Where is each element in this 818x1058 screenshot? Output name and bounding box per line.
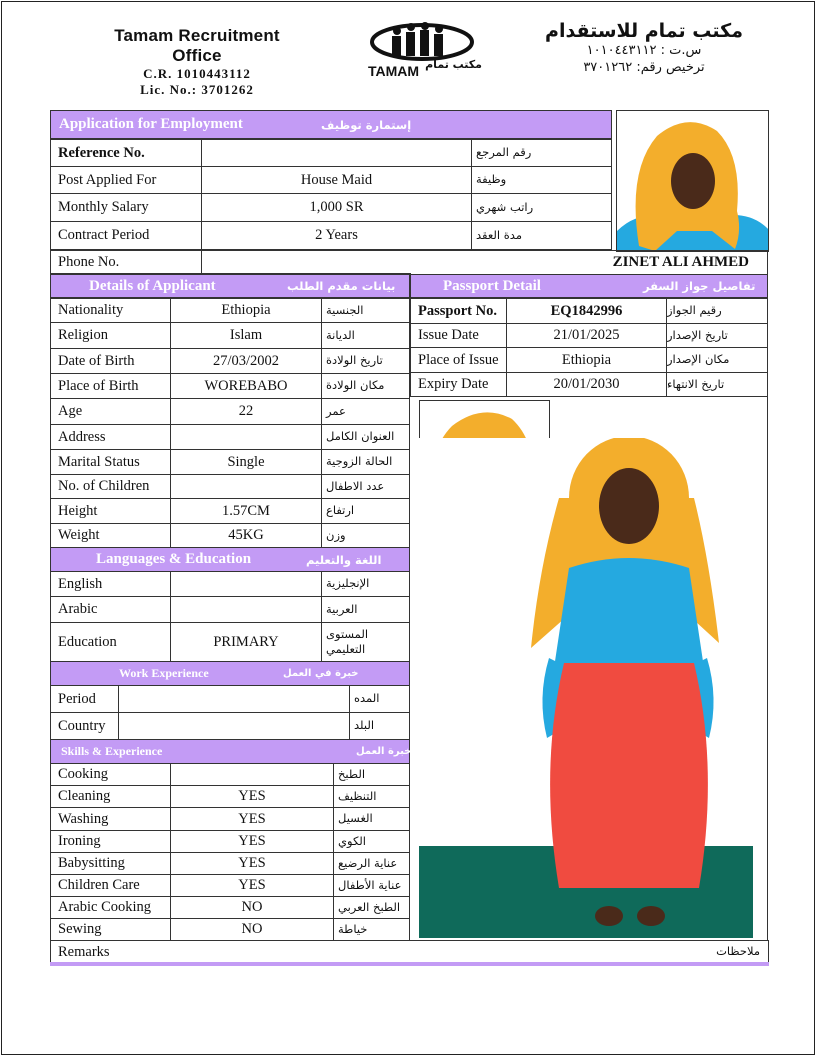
- full-body-illustration: [419, 438, 753, 938]
- skill-arabic-cooking-label: Arabic Cooking: [50, 896, 171, 919]
- height-label: Height: [50, 498, 171, 524]
- skills-title-en: Skills & Experience: [61, 744, 163, 758]
- applicant-name: ZINET ALI AHMED: [410, 250, 768, 274]
- english-value: [170, 571, 322, 597]
- license-number-ar: ترخيص رقم: ٣٧٠١٢٦٢: [583, 60, 705, 75]
- marital-label-ar: الحالة الزوجية: [321, 449, 410, 475]
- contract-label-ar: مدة العقد: [471, 221, 612, 250]
- country-value: [118, 712, 350, 740]
- skill-cleaning-label-ar: التنظيف: [333, 785, 410, 808]
- skill-babysitting-label-ar: عناية الرضيع: [333, 852, 410, 875]
- company-name-en: Tamam Recruitment Office: [114, 26, 280, 65]
- skill-washing-value: YES: [170, 807, 334, 831]
- address-label-ar: العنوان الكامل: [321, 424, 410, 450]
- marital-value: Single: [170, 449, 322, 475]
- weight-value: 45KG: [170, 523, 322, 548]
- remarks-label-ar: ملاحظات: [716, 944, 760, 958]
- applicant-portrait-photo: [616, 110, 769, 252]
- weight-label-ar: وزن: [321, 523, 410, 548]
- details-section-bar: [50, 274, 410, 298]
- issue-date-label: Issue Date: [410, 323, 507, 348]
- skill-babysitting-value: YES: [170, 852, 334, 875]
- applicant-full-body-photo: [419, 438, 753, 938]
- skill-cooking-value: [170, 763, 334, 786]
- cr-number-en: C.R. 1010443112: [143, 66, 251, 81]
- age-label-ar: عمر: [321, 398, 410, 425]
- expiry-date-label: Expiry Date: [410, 372, 507, 397]
- address-label: Address: [50, 424, 171, 450]
- skill-cleaning-value: YES: [170, 785, 334, 808]
- contract-value: 2 Years: [201, 221, 472, 250]
- languages-title-ar: اللغة والتعليم: [306, 552, 382, 567]
- contract-label: Contract Period: [50, 221, 202, 250]
- skill-sewing-value: NO: [170, 918, 334, 941]
- dob-label-ar: تاريخ الولادة: [321, 348, 410, 374]
- header-english: [92, 26, 302, 98]
- bottom-accent-bar: [50, 962, 769, 966]
- reference-label: Reference No.: [50, 139, 202, 167]
- post-label: Post Applied For: [50, 166, 202, 194]
- skill-washing-label: Washing: [50, 807, 171, 831]
- application-section-bar: [50, 110, 612, 139]
- dob-value: 27/03/2002: [170, 348, 322, 374]
- salary-label: Monthly Salary: [50, 193, 202, 222]
- religion-label: Religion: [50, 322, 171, 349]
- education-value: PRIMARY: [170, 622, 322, 662]
- arabic-label: Arabic: [50, 596, 171, 623]
- skill-ironing-label-ar: الكوي: [333, 830, 410, 853]
- skills-section-bar: [50, 739, 410, 764]
- phone-label: Phone No.: [50, 250, 202, 274]
- work-experience-title-ar: خبرة في العمل: [283, 668, 359, 679]
- tamam-logo: [360, 22, 484, 80]
- salary-value: 1,000 SR: [201, 193, 472, 222]
- english-label-ar: الإنجليزية: [321, 571, 410, 597]
- issue-date-label-ar: تاريخ الإصدار: [666, 323, 768, 348]
- age-label: Age: [50, 398, 171, 425]
- passport-section-bar: [410, 274, 768, 298]
- skill-ironing-value: YES: [170, 830, 334, 853]
- portrait-illustration: [617, 111, 769, 252]
- application-title-en: Application for Employment: [59, 116, 243, 132]
- children-value: [170, 474, 322, 499]
- logo-text-ar: مكتب تمام: [425, 58, 482, 71]
- passport-title-en: Passport Detail: [443, 277, 541, 294]
- license-number-en: Lic. No.: 3701262: [140, 82, 254, 97]
- skill-cleaning-label: Cleaning: [50, 785, 171, 808]
- application-title-ar: إستمارة توظيف: [321, 117, 412, 132]
- english-label: English: [50, 571, 171, 597]
- skill-washing-label-ar: الغسيل: [333, 807, 410, 831]
- reference-label-ar: رقم المرجع: [471, 139, 612, 167]
- skill-sewing-label-ar: خياطة: [333, 918, 410, 941]
- religion-label-ar: الديانة: [321, 322, 410, 349]
- skill-arabic-cooking-label-ar: الطبخ العربي: [333, 896, 410, 919]
- children-label: No. of Children: [50, 474, 171, 499]
- education-label: Education: [50, 622, 171, 662]
- cr-number-ar: س.ت : ١٠١٠٤٤٣١١٢: [586, 43, 702, 58]
- pob-label: Place of Birth: [50, 373, 171, 399]
- marital-label: Marital Status: [50, 449, 171, 475]
- skill-arabic-cooking-value: NO: [170, 896, 334, 919]
- passport-no-value: EQ1842996: [506, 298, 667, 324]
- work-experience-title-en: Work Experience: [119, 666, 209, 680]
- height-label-ar: ارتفاع: [321, 498, 410, 524]
- salary-label-ar: راتب شهري: [471, 193, 612, 222]
- skill-cooking-label: Cooking: [50, 763, 171, 786]
- place-of-issue-label-ar: مكان الإصدار: [666, 347, 768, 373]
- place-of-issue-value: Ethiopia: [506, 347, 667, 373]
- passport-no-label-ar: رقيم الجواز: [666, 298, 768, 324]
- skills-title-ar: خبرة العمل: [356, 746, 412, 757]
- header-arabic: [540, 20, 748, 76]
- expiry-date-label-ar: تاريخ الانتهاء: [666, 372, 768, 397]
- dob-label: Date of Birth: [50, 348, 171, 374]
- pob-value: WOREBABO: [170, 373, 322, 399]
- languages-title-en: Languages & Education: [96, 551, 252, 567]
- remarks-label: Remarks: [58, 944, 110, 960]
- skill-children-care-label-ar: عناية الأطفال: [333, 874, 410, 897]
- skill-sewing-label: Sewing: [50, 918, 171, 941]
- remarks-row: [50, 940, 769, 962]
- logo-text-en: TAMAM: [368, 63, 420, 79]
- details-title-ar: بيانات مقدم الطلب: [287, 279, 396, 293]
- country-label-ar: البلد: [349, 712, 410, 740]
- post-value: House Maid: [201, 166, 472, 194]
- pob-label-ar: مكان الولادة: [321, 373, 410, 399]
- nationality-label-ar: الجنسية: [321, 298, 410, 323]
- passport-no-label: Passport No.: [410, 298, 507, 324]
- period-label: Period: [50, 685, 119, 713]
- languages-section-bar: [50, 547, 410, 572]
- address-value: [170, 424, 322, 450]
- nationality-label: Nationality: [50, 298, 171, 323]
- reference-value: [201, 139, 472, 167]
- place-of-issue-label: Place of Issue: [410, 347, 507, 373]
- details-title-en: Details of Applicant: [89, 277, 216, 294]
- children-label-ar: عدد الاطفال: [321, 474, 410, 499]
- period-value: [118, 685, 350, 713]
- expiry-date-value: 20/01/2030: [506, 372, 667, 397]
- height-value: 1.57CM: [170, 498, 322, 524]
- skill-children-care-label: Children Care: [50, 874, 171, 897]
- skill-babysitting-label: Babysitting: [50, 852, 171, 875]
- period-label-ar: المده: [349, 685, 410, 713]
- skill-cooking-label-ar: الطبخ: [333, 763, 410, 786]
- skill-children-care-value: YES: [170, 874, 334, 897]
- issue-date-value: 21/01/2025: [506, 323, 667, 348]
- post-label-ar: وظيفة: [471, 166, 612, 194]
- age-value: 22: [170, 398, 322, 425]
- weight-label: Weight: [50, 523, 171, 548]
- country-label: Country: [50, 712, 119, 740]
- arabic-label-ar: العربية: [321, 596, 410, 623]
- nationality-value: Ethiopia: [170, 298, 322, 323]
- religion-value: Islam: [170, 322, 322, 349]
- education-label-ar: المستوى التعليمي: [321, 622, 410, 662]
- skill-ironing-label: Ironing: [50, 830, 171, 853]
- arabic-value: [170, 596, 322, 623]
- work-experience-section-bar: [50, 661, 410, 686]
- phone-value: [201, 250, 411, 274]
- passport-title-ar: تفاصيل جواز السفر: [643, 279, 756, 293]
- company-name-ar: مكتب تمام للاستقدام: [545, 20, 743, 42]
